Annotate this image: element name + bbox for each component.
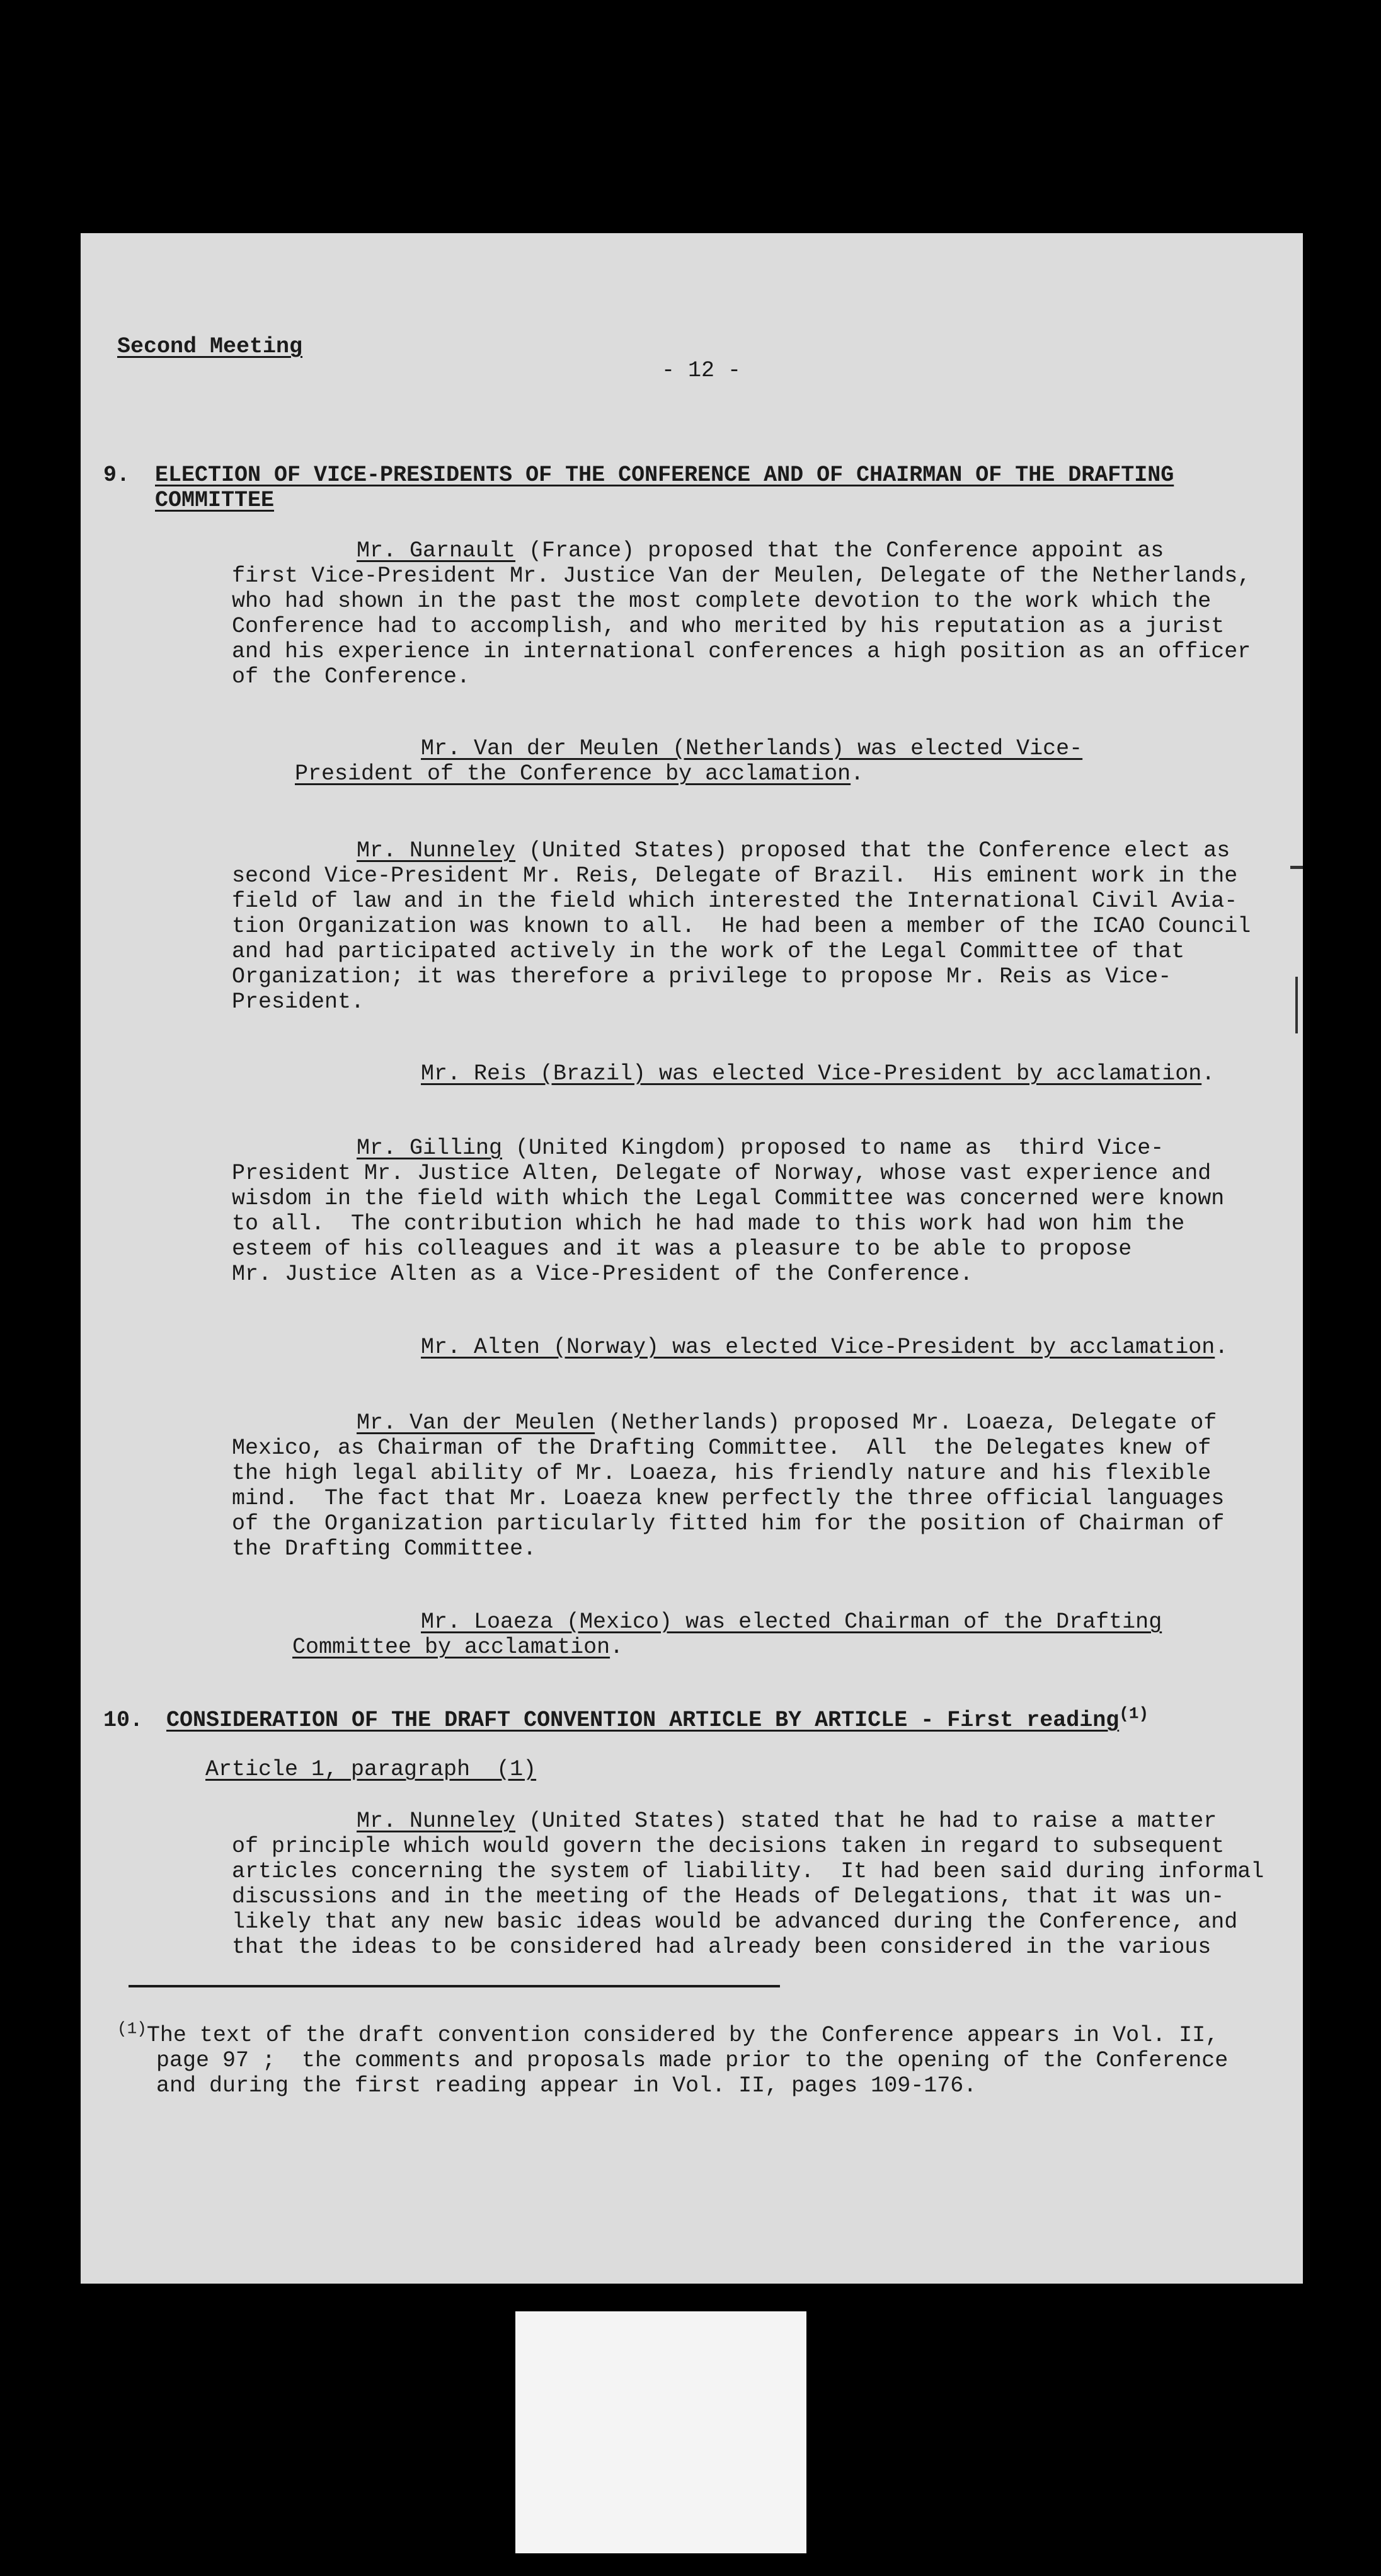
speaker-nunneley: Mr. Nunneley [357, 838, 516, 863]
paragraph-4-body: Mexico, as Chairman of the Drafting Committee. All the Delegates knew of the high legal ability of Mr. Loaeza, his friendly nature and his flexible mind. The fact that Mr. Loaeza knew perfectly the three official languages of the Organization particularly fitted him for the position of Chairman of the Drafting Committee. [232, 1435, 1225, 1561]
margin-mark [1290, 866, 1303, 869]
resolution-3-period: . [1215, 1335, 1229, 1360]
item-9-heading-line2: COMMITTEE [155, 488, 275, 513]
item-10-number: 10. [103, 1708, 144, 1733]
paragraph-3-body: President Mr. Justice Alten, Delegate of Norway, whose vast experience and wisdom in the field with which the Legal Committee was concerned were known to all. The contribution which he had made to this work had won him the esteem of his colleagues and it was a pleasure to be able to propose Mr. Justice Alten as a Vice-President of the Conference. [232, 1161, 1225, 1287]
resolution-3 [421, 1335, 1228, 1360]
document-page [81, 233, 1303, 2284]
resolution-1-line1: Mr. Van der Meulen (Netherlands) was elected Vice- [421, 736, 1083, 761]
resolution-4-line1: Mr. Loaeza (Mexico) was elected Chairman of the Drafting [421, 1609, 1162, 1635]
resolution-3-text: Mr. Alten (Norway) was elected Vice-President by acclamation [421, 1335, 1215, 1360]
item-9-heading-line1: ELECTION OF VICE-PRESIDENTS OF THE CONFERENCE AND OF CHAIRMAN OF THE DRAFTING [155, 463, 1174, 488]
resolution-4-text: Committee by acclamation [292, 1635, 610, 1660]
margin-edge-mark [1295, 977, 1298, 1033]
paragraph-5-first-text: (United States) stated that he had to raise a matter [515, 1808, 1217, 1834]
meeting-label: Second Meeting [117, 334, 303, 359]
footnote-body: page 97 ; the comments and proposals made prior to the opening of the Conference and during the first reading appear in Vol. II, pages 109-176. [156, 2048, 1229, 2098]
resolution-4-line2 [292, 1635, 623, 1660]
paragraph-1-first-line [357, 538, 1164, 563]
paragraph-3-first-line [357, 1136, 1164, 1161]
footnote-reference: (1) [1119, 1704, 1149, 1723]
paragraph-5-body: of principle which would govern the decisions taken in regard to subsequent articles concerning the system of liability. It had been said during informal discussions and in the meeting of the Heads of Delegations, that it was un- likely that any new basic ideas would be advanced during the Conference, and that the ideas to be considered had already been considered in the various [232, 1834, 1264, 1960]
resolution-4-period: . [610, 1635, 624, 1660]
speaker-gilling: Mr. Gilling [357, 1136, 503, 1161]
resolution-1-text: President of the Conference by acclamation [295, 761, 851, 786]
resolution-2 [421, 1061, 1215, 1086]
paragraph-1-first-text: (France) proposed that the Conference appoint as [515, 538, 1164, 563]
footnote-line1: The text of the draft convention considered by the Conference appears in Vol. II, [146, 2023, 1219, 2048]
resolution-2-period: . [1201, 1061, 1215, 1086]
paragraph-1-body: first Vice-President Mr. Justice Van der Meulen, Delegate of the Netherlands, who had shown in the past the most complete devotion to the work which the Conference had to accomplish, and who merited by his reputation as a jurist and his experience in international conferences a high position as an officer of the Conference. [232, 563, 1251, 689]
item-10-heading: CONSIDERATION OF THE DRAFT CONVENTION ARTICLE BY ARTICLE - First reading [166, 1708, 1120, 1733]
paragraph-2-body: second Vice-President Mr. Reis, Delegate of Brazil. His eminent work in the field of law and in the field which interested the International Civil Avia- tion Organization was known to all. He had been a member of the ICAO Council and had participated actively in the work of the Legal Committee of that Organization; it was therefore a privilege to propose Mr. Reis as Vice- President. [232, 863, 1251, 1015]
resolution-1-period: . [851, 761, 864, 786]
page-number: - 12 - [662, 358, 742, 383]
paragraph-3-first-text: (United Kingdom) proposed to name as third Vice- [502, 1136, 1164, 1161]
resolution-2-text: Mr. Reis (Brazil) was elected Vice-President by acclamation [421, 1061, 1202, 1086]
paragraph-2-first-text: (United States) proposed that the Conference elect as [515, 838, 1230, 863]
item-10-heading-line [166, 1704, 1149, 1733]
paragraph-5-first-line [357, 1808, 1217, 1834]
speaker-garnault: Mr. Garnault [357, 538, 516, 563]
scan-target-card [515, 2311, 806, 2553]
paragraph-4-first-line [357, 1410, 1217, 1435]
footnote-first-line [117, 2019, 1219, 2048]
footnote-marker: (1) [117, 2019, 147, 2038]
footnote-divider [129, 1985, 780, 1987]
paragraph-2-first-line [357, 838, 1230, 863]
speaker-van-der-meulen: Mr. Van der Meulen [357, 1410, 595, 1435]
article-heading: Article 1, paragraph (1) [205, 1757, 537, 1782]
item-9-number: 9. [103, 463, 130, 488]
speaker-nunneley-2: Mr. Nunneley [357, 1808, 516, 1834]
resolution-1-line2 [295, 761, 864, 786]
paragraph-4-first-text: (Netherlands) proposed Mr. Loaeza, Delegate of [595, 1410, 1217, 1435]
